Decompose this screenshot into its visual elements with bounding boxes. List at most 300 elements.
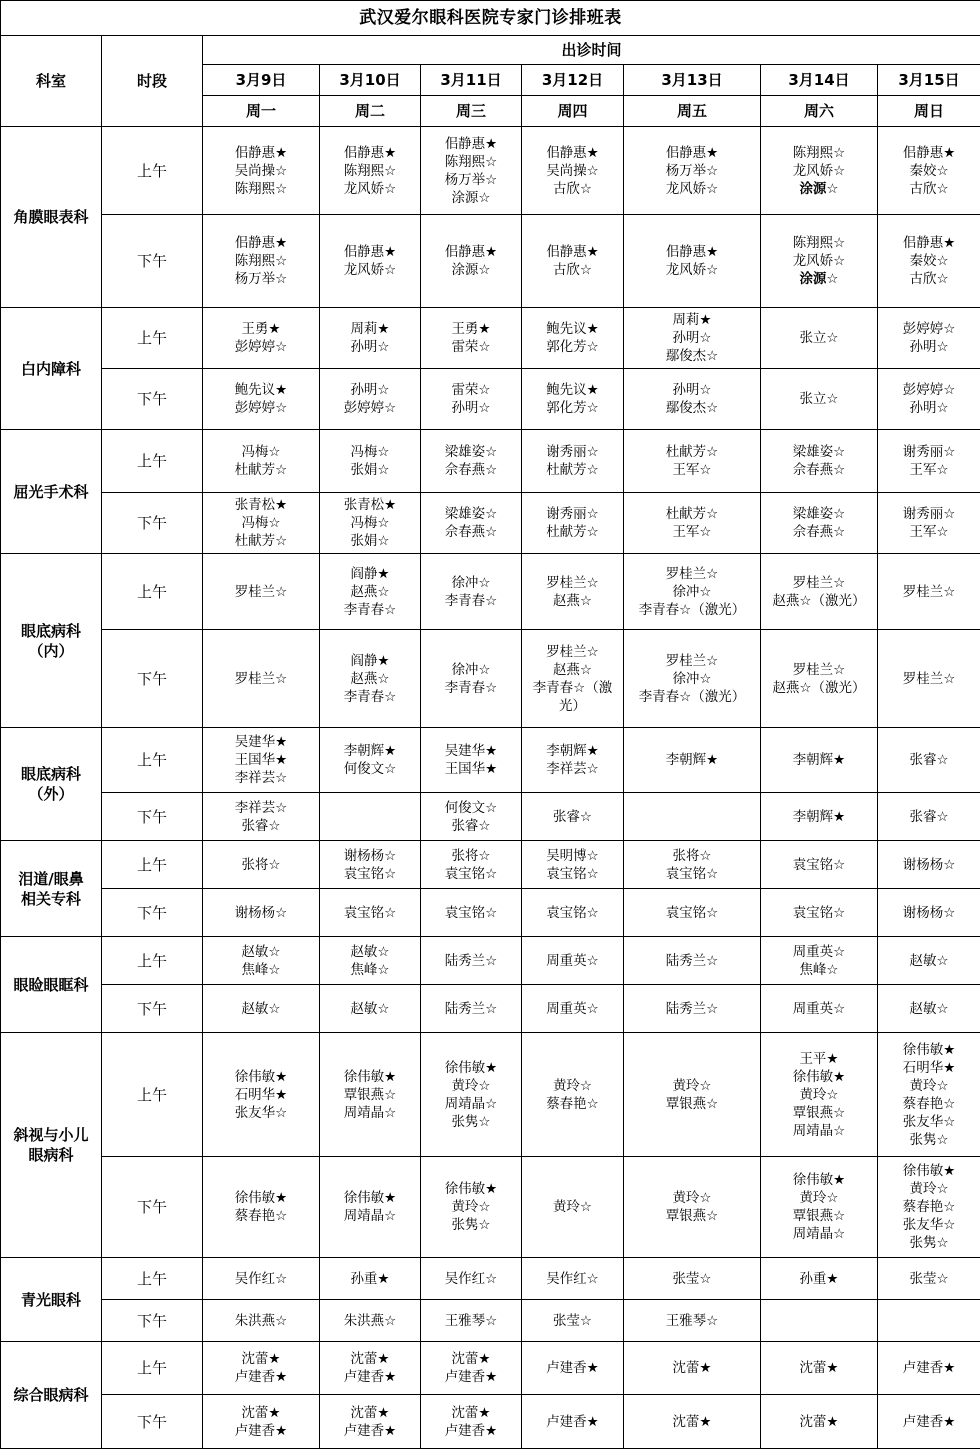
schedule-cell	[320, 369, 421, 430]
schedule-cell	[761, 369, 878, 430]
doctor-entry: 沈蕾★	[350, 1351, 390, 1367]
doctor-entry: 佘春燕☆	[792, 524, 846, 540]
doctor-entry: 罗桂兰☆	[665, 652, 719, 669]
doctor-entry: 袁宝铭☆	[343, 904, 397, 921]
schedule-cell	[203, 1033, 320, 1157]
doctor-entry: 沈蕾★	[241, 1351, 281, 1367]
schedule-cell	[624, 1157, 761, 1258]
schedule-cell	[878, 937, 980, 985]
doctor-entry: 徐冲☆	[451, 574, 491, 591]
doctor-entry: 王军☆	[672, 524, 712, 540]
doctor-entry: 徐伟敏★	[792, 1068, 846, 1085]
schedule-cell	[761, 1300, 878, 1342]
doctor-entry: 彭婷婷☆	[902, 382, 956, 398]
period-label: 下午	[102, 369, 203, 430]
doctor-entry: 鄢俊杰☆	[665, 400, 719, 416]
schedule-row	[1, 1157, 980, 1258]
doctor-entry: 焦峰☆	[350, 961, 390, 978]
doctor-entry: 张将☆	[451, 847, 491, 864]
doctor-entry: 张友华☆	[902, 1217, 956, 1233]
schedule-cell	[761, 728, 878, 793]
doctor-entry: 古欣☆	[552, 262, 593, 278]
doctor-entry: 杨万举☆	[234, 271, 288, 287]
doctor-entry: 吴尚操☆	[546, 162, 599, 179]
doctor-entry: 徐伟敏★	[792, 1172, 846, 1188]
header-weekday: 周一	[203, 96, 320, 127]
doctor-entry: 冯梅☆	[350, 515, 390, 531]
doctor-entry: 杜献芳☆	[546, 524, 599, 540]
doctor-entry: 赵敏☆	[909, 1000, 949, 1017]
doctor-entry: 赵敏☆	[241, 943, 281, 960]
schedule-cell	[761, 1395, 878, 1449]
schedule-cell	[421, 1395, 522, 1449]
doctor-entry: 冯梅☆	[241, 444, 281, 460]
schedule-cell	[522, 630, 624, 728]
schedule-cell	[624, 1258, 761, 1300]
schedule-cell	[203, 630, 320, 728]
period-label: 上午	[102, 937, 203, 985]
schedule-cell	[522, 554, 624, 630]
doctor-entry: 沈蕾★	[672, 1360, 712, 1376]
schedule-cell	[624, 493, 761, 554]
department-name-line: 眼病科	[28, 1146, 74, 1164]
header-weekday: 周三	[421, 96, 522, 127]
schedule-cell	[522, 127, 624, 215]
doctor-entry: 王平★	[799, 1050, 839, 1067]
doctor-entry: 孙明☆	[909, 400, 949, 416]
schedule-cell	[522, 369, 624, 430]
doctor-entry: 周靖晶☆	[792, 1122, 846, 1139]
header-weekday: 周四	[522, 96, 624, 127]
doctor-entry: 张睿☆	[909, 808, 949, 825]
schedule-cell	[421, 127, 522, 215]
schedule-cell	[522, 793, 624, 841]
doctor-entry: 张莹☆	[672, 1270, 712, 1287]
doctor-entry: 徐伟敏★	[444, 1181, 498, 1197]
department-name-line: （内）	[28, 641, 74, 660]
doctor-entry: 佀静惠★	[546, 244, 599, 260]
doctor-entry: 鲍先议★	[546, 321, 599, 337]
doctor-entry: 黄玲☆	[451, 1199, 491, 1215]
schedule-cell	[878, 1342, 980, 1395]
doctor-entry: 赵燕☆	[552, 592, 593, 609]
schedule-cell	[878, 1033, 980, 1157]
doctor-entry: 李青春☆	[343, 688, 397, 705]
doctor-entry: 孙明☆	[350, 382, 390, 398]
doctor-entry: 彭婷婷☆	[902, 321, 956, 337]
schedule-cell	[761, 1033, 878, 1157]
period-label: 上午	[102, 841, 203, 889]
department-name-line: 眼底病科	[20, 765, 81, 783]
schedule-row	[1, 937, 980, 985]
schedule-cell	[203, 1258, 320, 1300]
doctor-entry: 龙风娇☆	[792, 253, 846, 269]
period-label: 上午	[102, 1258, 203, 1300]
doctor-entry: 张睿☆	[451, 817, 491, 834]
schedule-cell	[624, 308, 761, 369]
doctor-entry: 佀静惠★	[444, 135, 498, 152]
schedule-cell	[624, 1395, 761, 1449]
doctor-entry: 佘春燕☆	[792, 462, 846, 478]
doctor-entry: 周靖晶☆	[343, 1104, 397, 1121]
doctor-entry: 罗桂兰☆	[234, 583, 288, 600]
doctor-entry: 赵燕☆（激光）	[772, 679, 866, 696]
doctor-entry: 蔡春艳☆	[902, 1199, 956, 1215]
doctor-entry: 佀静惠★	[234, 144, 288, 161]
department-name: 屈光手术科	[1, 430, 102, 554]
doctor-entry: 赵燕☆	[350, 670, 390, 687]
doctor-entry: 张睿☆	[241, 817, 281, 834]
doctor-entry: 杜献芳☆	[234, 533, 288, 549]
doctor-entry: 徐冲☆	[672, 583, 712, 600]
schedule-cell	[320, 1258, 421, 1300]
schedule-cell	[624, 369, 761, 430]
doctor-entry: 罗桂兰☆	[902, 583, 956, 600]
schedule-row	[1, 430, 980, 493]
schedule-cell	[421, 985, 522, 1033]
schedule-cell	[320, 728, 421, 793]
doctor-entry: 郭化芳☆	[546, 339, 599, 355]
doctor-entry: 徐伟敏★	[902, 1041, 956, 1058]
schedule-cell	[421, 308, 522, 369]
doctor-entry: 佀静惠★	[444, 244, 498, 260]
doctor-entry: 沈蕾★	[672, 1413, 712, 1430]
doctor-entry: 张娟☆	[350, 533, 390, 549]
doctor-entry: 赵燕☆（激光）	[772, 592, 866, 609]
doctor-entry: 徐伟敏★	[343, 1190, 397, 1206]
doctor-entry: 佘春燕☆	[444, 462, 498, 478]
schedule-cell	[320, 793, 421, 841]
schedule-cell	[522, 215, 624, 308]
department-name: 综合眼病科	[1, 1342, 102, 1449]
doctor-entry: 卢建香★	[444, 1422, 498, 1439]
period-label: 下午	[102, 1157, 203, 1258]
schedule-row	[1, 493, 980, 554]
doctor-entry: 涂源☆	[799, 271, 839, 287]
header-weekday: 周二	[320, 96, 421, 127]
header-department: 科室	[1, 36, 102, 127]
department-name: 白内障科	[1, 308, 102, 430]
schedule-cell	[421, 554, 522, 630]
period-label: 下午	[102, 493, 203, 554]
schedule-cell	[203, 1300, 320, 1342]
schedule-cell	[761, 793, 878, 841]
doctor-entry: 蔡春艳☆	[902, 1095, 956, 1112]
schedule-cell	[320, 127, 421, 215]
doctor-entry: 郭化芳☆	[546, 400, 599, 416]
schedule-cell	[624, 430, 761, 493]
doctor-entry: 陈翔熙☆	[343, 162, 397, 179]
doctor-entry: 古欣☆	[909, 271, 949, 287]
schedule-cell	[878, 308, 980, 369]
period-label: 下午	[102, 889, 203, 937]
schedule-cell	[761, 630, 878, 728]
schedule-cell	[203, 1342, 320, 1395]
doctor-entry: 佀静惠★	[546, 144, 599, 161]
schedule-cell	[203, 1395, 320, 1449]
period-label: 上午	[102, 430, 203, 493]
schedule-cell	[522, 1395, 624, 1449]
doctor-entry: 周靖晶☆	[343, 1208, 397, 1224]
doctor-entry: 张娟☆	[350, 462, 390, 478]
doctor-entry: 徐伟敏★	[234, 1068, 288, 1085]
doctor-entry: 赵敏☆	[350, 1000, 390, 1017]
schedule-cell	[320, 493, 421, 554]
doctor-entry: 黄玲☆	[672, 1190, 712, 1206]
doctor-entry: 谢秀丽☆	[546, 506, 599, 522]
doctor-entry: 李青春☆（激光）	[638, 601, 746, 618]
doctor-entry: 卢建香★	[343, 1422, 397, 1439]
schedule-cell	[761, 841, 878, 889]
doctor-entry: 张青松★	[234, 497, 288, 513]
department-name	[1, 841, 102, 937]
period-label: 下午	[102, 793, 203, 841]
schedule-row	[1, 1342, 980, 1395]
department-name-line: 斜视与小儿	[13, 1126, 89, 1144]
doctor-entry: 石明华★	[902, 1059, 956, 1076]
doctor-entry: 周重英☆	[792, 943, 846, 960]
schedule-cell	[522, 728, 624, 793]
doctor-entry: 张将☆	[672, 847, 712, 864]
schedule-cell	[761, 308, 878, 369]
doctor-entry: 涂源☆	[451, 189, 491, 206]
doctor-entry: 张立☆	[799, 391, 839, 407]
schedule-cell	[624, 728, 761, 793]
schedule-cell	[203, 937, 320, 985]
schedule-cell	[320, 215, 421, 308]
header-date: 3月10日	[320, 65, 421, 96]
schedule-row	[1, 127, 980, 215]
doctor-entry: 李朝辉★	[546, 743, 599, 759]
schedule-cell	[203, 554, 320, 630]
doctor-entry: 张友华☆	[234, 1104, 288, 1121]
schedule-cell	[320, 937, 421, 985]
doctor-entry: 李青春☆	[444, 679, 498, 696]
doctor-entry: 卢建香★	[234, 1369, 288, 1385]
schedule-cell	[522, 430, 624, 493]
doctor-entry: 王勇★	[241, 321, 281, 337]
doctor-entry: 龙风娇☆	[343, 262, 397, 278]
doctor-entry: 罗桂兰☆	[546, 574, 599, 591]
doctor-entry: 徐伟敏★	[343, 1068, 397, 1085]
schedule-cell	[878, 127, 980, 215]
doctor-entry: 袁宝铭☆	[792, 856, 846, 873]
doctor-entry: 袁宝铭☆	[665, 865, 719, 882]
doctor-entry: 谢杨杨☆	[234, 904, 288, 921]
doctor-entry: 佀静惠★	[343, 144, 397, 161]
doctor-entry: 李朝辉★	[792, 752, 846, 768]
schedule-cell	[421, 1258, 522, 1300]
doctor-entry: 蔡春艳☆	[546, 1095, 599, 1112]
doctor-entry: 卢建香★	[343, 1369, 397, 1385]
doctor-entry: 何俊文☆	[343, 761, 397, 777]
schedule-cell	[761, 493, 878, 554]
doctor-entry: 龙风娇☆	[665, 180, 719, 197]
doctor-entry: 吴作红☆	[234, 1270, 288, 1287]
schedule-cell	[421, 430, 522, 493]
doctor-entry: 佀静惠★	[902, 235, 956, 251]
doctor-entry: 孙重★	[799, 1270, 839, 1287]
doctor-entry: 王勇★	[451, 321, 491, 337]
doctor-entry: 卢建香★	[234, 1422, 288, 1439]
schedule-cell	[624, 1033, 761, 1157]
doctor-entry: 王国华★	[234, 752, 288, 768]
schedule-row	[1, 1300, 980, 1342]
schedule-cell	[421, 369, 522, 430]
doctor-entry: 张友华☆	[902, 1113, 956, 1130]
doctor-entry: 赵燕☆	[350, 583, 390, 600]
doctor-entry: 谢杨杨☆	[902, 856, 956, 873]
schedule-cell	[624, 215, 761, 308]
doctor-entry: 孙明☆	[909, 339, 949, 355]
doctor-entry: 黄玲☆	[799, 1190, 839, 1206]
doctor-entry: 吴作红☆	[444, 1270, 498, 1287]
schedule-cell	[624, 127, 761, 215]
doctor-entry: 焦峰☆	[799, 961, 839, 978]
schedule-cell	[878, 554, 980, 630]
period-label: 下午	[102, 215, 203, 308]
doctor-entry: 梁雄姿☆	[444, 506, 498, 522]
doctor-entry: 沈蕾★	[241, 1404, 281, 1421]
doctor-entry: 梁雄姿☆	[792, 444, 846, 460]
schedule-cell	[203, 728, 320, 793]
schedule-cell	[624, 937, 761, 985]
doctor-entry: 黄玲☆	[799, 1086, 839, 1103]
header-date: 3月12日	[522, 65, 624, 96]
doctor-entry: 张青松★	[343, 497, 397, 513]
schedule-cell	[878, 793, 980, 841]
schedule-cell	[878, 728, 980, 793]
schedule-cell	[421, 889, 522, 937]
schedule-row	[1, 554, 980, 630]
header-date: 3月14日	[761, 65, 878, 96]
schedule-cell	[320, 1157, 421, 1258]
doctor-entry: 袁宝铭☆	[792, 904, 846, 921]
department-name-line: 眼底病科	[20, 621, 81, 640]
doctor-entry: 袁宝铭☆	[546, 904, 599, 921]
doctor-entry: 秦姣☆	[909, 162, 949, 179]
schedule-cell	[522, 1300, 624, 1342]
doctor-entry: 阎静★	[350, 565, 390, 582]
schedule-cell	[878, 1157, 980, 1258]
schedule-cell	[320, 985, 421, 1033]
doctor-entry: 徐冲☆	[451, 661, 491, 678]
schedule-cell	[761, 1157, 878, 1258]
header-weekday: 周五	[624, 96, 761, 127]
doctor-entry: 王军☆	[909, 524, 949, 540]
doctor-entry: 王军☆	[909, 462, 949, 478]
doctor-entry: 佀静惠★	[234, 235, 288, 251]
schedule-cell	[320, 1395, 421, 1449]
doctor-entry: 赵敏☆	[241, 1000, 281, 1017]
schedule-cell	[421, 1157, 522, 1258]
schedule-cell	[320, 630, 421, 728]
period-label: 下午	[102, 630, 203, 728]
doctor-entry: 罗桂兰☆	[792, 574, 846, 591]
doctor-entry: 徐伟敏★	[444, 1059, 498, 1076]
period-label: 上午	[102, 1342, 203, 1395]
doctor-entry: 吴建华★	[444, 743, 498, 759]
schedule-cell	[624, 985, 761, 1033]
doctor-entry: 王雅琴☆	[444, 1312, 498, 1329]
doctor-entry: 罗桂兰☆	[902, 670, 956, 687]
doctor-entry: 陈翔熙☆	[234, 253, 288, 269]
doctor-entry: 涂源☆	[799, 180, 839, 197]
schedule-cell	[624, 793, 761, 841]
schedule-cell	[624, 1300, 761, 1342]
schedule-row	[1, 215, 980, 308]
doctor-entry: 冯梅☆	[350, 444, 390, 460]
doctor-entry: 李青春☆	[343, 601, 397, 618]
doctor-entry: 梁雄姿☆	[444, 444, 498, 460]
period-label: 上午	[102, 728, 203, 793]
schedule-cell	[320, 1300, 421, 1342]
schedule-cell	[421, 630, 522, 728]
schedule-cell	[203, 493, 320, 554]
schedule-cell	[203, 308, 320, 369]
schedule-cell	[421, 1033, 522, 1157]
doctor-entry: 焦峰☆	[241, 961, 281, 978]
doctor-entry: 佀静惠★	[902, 144, 956, 161]
doctor-entry: 陆秀兰☆	[665, 1000, 719, 1017]
schedule-row	[1, 630, 980, 728]
doctor-entry: 卢建香★	[546, 1413, 599, 1430]
doctor-entry: 张莹☆	[552, 1312, 593, 1329]
doctor-entry: 徐冲☆	[672, 670, 712, 687]
doctor-entry: 徐伟敏★	[902, 1163, 956, 1179]
doctor-entry: 黄玲☆	[451, 1077, 491, 1094]
doctor-entry: 罗桂兰☆	[234, 670, 288, 687]
doctor-entry: 张隽☆	[451, 1113, 491, 1130]
schedule-cell	[761, 215, 878, 308]
doctor-entry: 王雅琴☆	[665, 1312, 719, 1329]
schedule-cell	[761, 985, 878, 1033]
doctor-entry: 孙明☆	[451, 400, 491, 416]
schedule-cell	[522, 889, 624, 937]
doctor-entry: 卢建香★	[444, 1369, 498, 1385]
doctor-entry: 赵敏☆	[909, 952, 949, 969]
doctor-entry: 张隽☆	[909, 1235, 949, 1251]
schedule-row	[1, 308, 980, 369]
schedule-row	[1, 793, 980, 841]
header-clinic-time: 出诊时间	[203, 36, 980, 65]
department-name	[1, 554, 102, 728]
schedule-cell	[320, 1342, 421, 1395]
schedule-title: 武汉爱尔眼科医院专家门诊排班表	[1, 1, 980, 36]
doctor-entry: 蔡春艳☆	[234, 1208, 288, 1224]
schedule-cell	[878, 430, 980, 493]
doctor-entry: 龙风娇☆	[792, 162, 846, 179]
doctor-entry: 周靖晶☆	[444, 1095, 498, 1112]
doctor-entry: 覃银燕☆	[343, 1086, 397, 1103]
schedule-cell	[203, 841, 320, 889]
doctor-entry: 杜献芳☆	[546, 462, 599, 478]
doctor-entry: 涂源☆	[451, 262, 491, 278]
schedule-cell	[203, 215, 320, 308]
doctor-entry: 卢建香★	[902, 1413, 956, 1430]
doctor-entry: 雷荣☆	[451, 339, 491, 355]
doctor-entry: 谢杨杨☆	[343, 847, 397, 864]
schedule-cell	[878, 493, 980, 554]
doctor-entry: 吴建华★	[234, 734, 288, 750]
doctor-entry: 卢建香★	[902, 1360, 956, 1376]
doctor-entry: 杜献芳☆	[665, 444, 719, 460]
doctor-entry: 袁宝铭☆	[444, 904, 498, 921]
department-name-line: （外）	[28, 785, 74, 803]
schedule-cell	[761, 430, 878, 493]
doctor-entry: 孙重★	[350, 1270, 390, 1287]
doctor-entry: 周重英☆	[546, 1000, 599, 1017]
